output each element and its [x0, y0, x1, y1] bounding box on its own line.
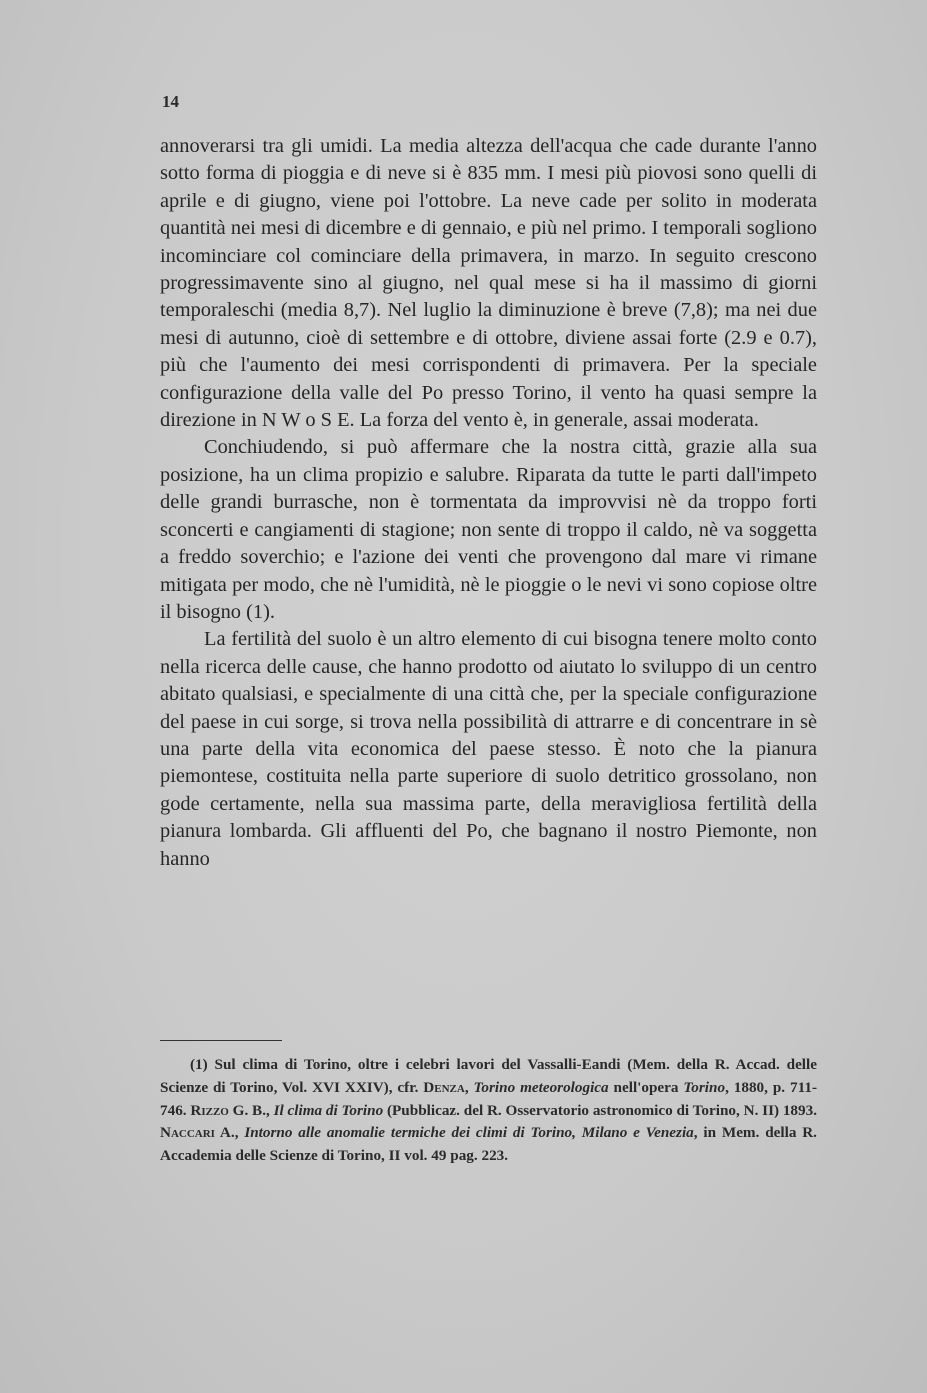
paragraph: annoverarsi tra gli umidi. La media altezza dell'acqua che cade durante l'anno sotto forma di pioggia e di neve si è 835 mm. I mesi più piovosi sono quelli di aprile e di giugno, viene poi l'ottobre. La neve cade per solito in moderata quantità nei mesi di dicembre e di gennaio, e più nel primo. I temporali sogliono incominciare col cominciare della primavera, in marzo. In seguito crescono progressimavente sino al giugno, nel qual mese si ha il massimo di giorni temporaleschi (media 8,7). Nel luglio la diminuzione è breve (7,8); ma nei due mesi di autunno, cioè di settembre e di ottobre, diviene assai forte (2.9 e 0.7), più che l'aumento dei mesi corrispondenti di primavera. Per la speciale configurazione della valle del Po presso Torino, il vento ha quasi sempre la direzione in N W o S E. La forza del vento è, in generale, assai moderata. — [160, 135, 817, 432]
footnote-text: (Pubblicaz. del R. Osservatorio astronomico di Torino, N. II) 1893. — [383, 1101, 818, 1119]
footnote-1 — [160, 1054, 817, 1168]
paragraph: La fertilità del suolo è un altro elemento di cui bisogna tenere molto conto nella ricerca delle cause, che hanno prodotto od aiutato lo sviluppo di un centro abitato qualsiasi, e specialmente di una città che, per la speciale configurazione del paese in cui sorge, si trova nella possibilità di attrarre e di concentrare in sè una parte della vita economica del paese stesso. È noto che la pianura piemontese, costituita nella parte superiore di suolo detritico grossolano, non gode certamente, nella sua massima parte, della meravigliosa fertilità della pianura lombarda. Gli affluenti del Po, che bagnano il nostro Piemonte, non hanno — [160, 628, 817, 870]
body-text — [160, 133, 817, 873]
page-number: 14 — [162, 92, 179, 111]
footnote-author: Naccari A. — [160, 1124, 235, 1142]
footnote-divider — [160, 1040, 282, 1041]
footnote-text: , 1880, p. 711-746. — [160, 1078, 817, 1119]
footnote-title: Torino — [683, 1078, 726, 1096]
footnote-title: Il clima di Torino — [273, 1101, 384, 1119]
footnote-author: Denza — [423, 1078, 465, 1096]
footnote-text: nell'opera — [608, 1078, 684, 1096]
footnote-title: Intorno alle anomalie termiche dei climi di Torino, Milano e Venezia — [244, 1124, 694, 1142]
footnote-text: , — [234, 1124, 245, 1142]
footnote-title: Torino meteorologica — [473, 1078, 609, 1096]
footnote-author: Rizzo G. B. — [190, 1101, 266, 1119]
footnote-text: , — [464, 1078, 474, 1096]
footnote-text: , — [266, 1101, 274, 1119]
footnote-text: (1) Sul clima di Torino, oltre i celebri lavori del Vassalli-Eandi (Mem. della R. Accad. delle Scienze di Torino, Vol. XVI XXIV), cfr. — [160, 1056, 817, 1096]
footnotes — [160, 1054, 817, 1168]
paragraph: Conchiudendo, si può affermare che la nostra città, grazie alla sua posizione, ha un clima propizio e salubre. Riparata da tutte le parti dall'impeto delle grandi burrasche, non è tormentata da improvvisi nè da troppo forti sconcerti e cangiamenti di stagione; non sente di troppo il caldo, nè va soggetta a freddo soverchio; e l'azione dei venti che provengono dal mare vi rimane mitigata per modo, che nè l'umidità, nè le pioggie o le nevi vi sono copiose oltre il bisogno (1). — [160, 436, 817, 623]
footnote-text: , in Mem. della R. Accademia delle Scienze di Torino, II vol. 49 pag. 223. — [160, 1124, 817, 1165]
